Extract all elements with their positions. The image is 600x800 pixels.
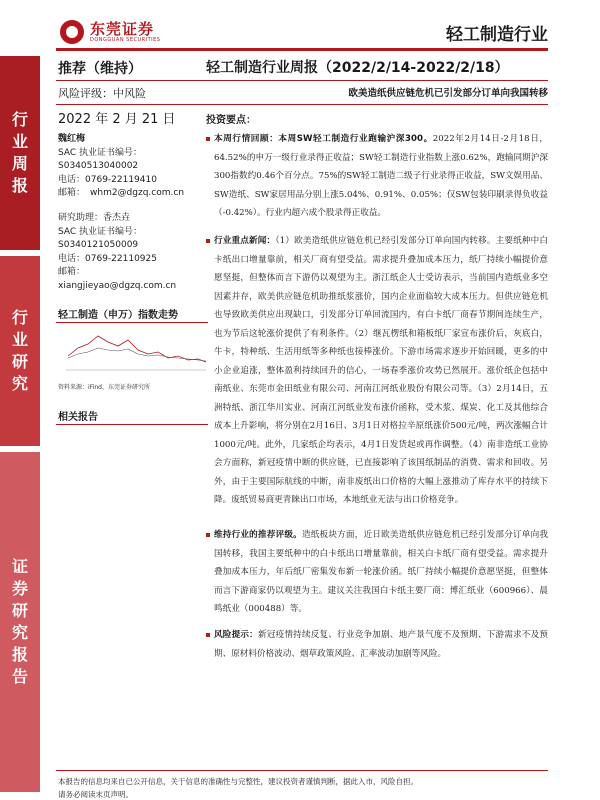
sideband-char: 报	[11, 645, 28, 664]
industry-header: 轻工制造行业	[446, 25, 548, 44]
chart-source: 资料来源：iFind，东莞证券研究所	[58, 384, 150, 391]
series-line-industry	[68, 336, 206, 362]
sideband-char: 告	[11, 667, 28, 686]
research-assistant-info	[58, 212, 208, 293]
sideband-char: 业	[11, 330, 28, 349]
assistant-name: 研究助理：香杰垚	[58, 213, 131, 223]
logo-icon	[60, 20, 84, 44]
bullet-risk-warning	[214, 626, 548, 663]
bullet-emphasis: 本周SW轻工制造行业跑输沪深300。	[278, 134, 433, 144]
bullet-heading: 行业重点新闻：	[214, 236, 276, 246]
footer-divider	[56, 770, 548, 771]
divider	[56, 424, 208, 425]
disclaimer-line: 本报告的信息均来自已公开信息，关于信息的准确性与完整性，建议投资者谨慎判断，据此入市，风险自担。	[58, 777, 418, 786]
divider	[206, 104, 548, 105]
bullet-body: 新冠疫情持续反复、行业竞争加剧、地产景气度不及预期、下游需求不及预期、原材料价格波动、烟草政策风险、汇率波动加剧等风险。	[214, 630, 548, 659]
email-label: 邮箱：	[58, 267, 86, 277]
sideband-char: 行	[11, 308, 28, 327]
divider	[56, 104, 208, 105]
cert-number: S0340513040002	[58, 161, 139, 171]
sideband-char: 研	[11, 601, 28, 620]
sideband-industry-research	[0, 256, 40, 446]
header-divider	[56, 48, 548, 51]
phone-label: 电话：	[58, 174, 86, 185]
bullet-body: （1）欧美造纸供应链危机已经引发部分订单向国内转移。主要纸种中白卡纸出口增量靠前，相关厂商有望受益。需求提升叠加成本压力，纸厂持续小幅提价意愿坚挺，但整体而言下游仍以观望为主。浙江纸企人士受访表示，当前国内造纸业多空因素并存，欧美供应链危机助推纸浆涨价，国内企业面临较大成本压力。但供应链危机也导致欧美供应出现缺口，引发部分订单回流国内，有白卡纸厂商春节期间连续生产，也为节后这轮涨价提供了有利条件。（2）继瓦楞纸和箱板纸厂家宣布涨价后，灰底白，牛卡，特种纸、生活用纸等多种纸也接棒涨价。下游市场需求逐步开始回暖，更多的中小企业追涨，整体盈利持续回升的信心，一场春季涨价攻势已然展开。涨价纸企包括中南纸业、东莞市金田纸业有限公司、河南江河纸业股份有限公司等。（3）2月14日，五洲特纸、浙江华川实业、河南江河纸业发布涨价函称，受木浆、煤炭、化工及其他综合成本上升影响，将分别在2月16日、3月1日对格拉辛原纸涨价500元/吨，两次涨幅合计1000元/吨。此外，几家纸企均表示，4月1日发货起或再作调整。（4）南非造纸工业协会方面称，新冠疫情中断的供应链，已直接影响了该国纸制品的消费、需求和回收。另外，由于主要国际航线的中断，南非废纸出口价格的大幅上涨推动了库存水平的持续下降。废纸贸易商更青睐出口市场，本地纸业无法与出口价格竞争。	[214, 236, 548, 505]
report-title: 轻工制造行业周报（2022/2/14-2022/2/18）	[206, 60, 509, 76]
investment-rating: 推荐（维持）	[58, 61, 142, 77]
sideband-char: 周	[11, 154, 28, 173]
bullet-heading: 本周行情回顾：	[214, 134, 279, 144]
phone-number: 0769-22119410	[85, 174, 157, 185]
sideband-char: 研	[11, 352, 28, 371]
bullet-heading: 风险提示：	[214, 630, 258, 640]
phone-label: 电话：	[58, 253, 86, 264]
disclaimer-line: 请务必阅读末页声明。	[58, 790, 133, 799]
sideband-char: 报	[11, 176, 28, 195]
phone-number: 0769-22110925	[85, 253, 157, 264]
divider	[206, 80, 548, 81]
bullet-recommendation	[214, 526, 548, 619]
sideband-char: 业	[11, 132, 28, 151]
bullet-market-review	[214, 130, 548, 223]
cert-label: SAC 执业证书编号：	[58, 226, 143, 237]
sideband-char: 行	[11, 110, 28, 129]
email-label: 邮箱：	[58, 188, 86, 198]
divider	[56, 322, 208, 323]
analyst-info	[58, 133, 208, 201]
index-chart-title: 轻工制造（申万）指数走势	[58, 310, 178, 321]
analyst-name: 魏红梅	[58, 134, 86, 144]
related-reports-title: 相关报告	[58, 412, 98, 423]
company-logo	[60, 20, 160, 44]
cert-label: SAC 执业证书编号：	[58, 147, 143, 158]
bullet-body: 造纸板块方面，近日欧美造纸供应链危机已经引发部分订单向我国转移，我国主要纸种中的白卡纸出口增量靠前，相关白卡纸厂商有望受益。需求提升叠加成本压力，年后纸厂密集发布新一轮涨价函。纸厂持续小幅提价意愿坚挺，但整体而言下游商家仍以观望为主。建议关注我国白卡纸主要厂商：博汇纸业（600966）、晨鸣纸业（000488）等。	[214, 530, 548, 614]
bullet-industry-news	[214, 232, 548, 510]
bullet-body: 2022年2月14日-2月18日，64.52%的申万一级行业录得正收益；SW轻工制造行业指数上涨0.62%，跑输同期沪深300指数约0.46个百分点。75%的SW轻工制造二级子行业录得正收益，SW文娱用品、SW造纸、SW家居用品分别上涨5.04%、0.91%、0.05%；仅SW包装印刷录得负收益（-0.42%）。行业内超六成个股录得正收益。	[214, 134, 548, 218]
sideband-weekly-report	[0, 56, 40, 250]
bullet-heading: 维持行业的推荐评级。	[214, 530, 302, 540]
sideband-char: 券	[11, 579, 28, 598]
risk-rating: 风险评级：中风险	[58, 87, 146, 100]
report-subtitle: 欧美造纸供应链危机已引发部分订单向我国转移	[348, 88, 548, 99]
sideband-char: 究	[11, 623, 28, 642]
email-address[interactable]: xiangjieyao@dgzq.com.cn	[58, 280, 177, 291]
index-trend-chart	[58, 326, 208, 376]
sideband-char: 证	[11, 557, 28, 576]
sideband-char: 究	[11, 374, 28, 393]
cert-number: S0340121050009	[58, 240, 139, 250]
disclaimer	[58, 775, 548, 800]
key-points-title: 投资要点：	[206, 115, 256, 126]
logo-english-name: DONGGUAN SECURITIES	[90, 37, 161, 43]
logo-chinese-name: 东莞证券	[90, 20, 155, 38]
email-address[interactable]: whm2@dgzq.com.cn	[90, 188, 185, 198]
sideband-securities-report	[0, 452, 40, 792]
divider	[56, 80, 208, 81]
report-date: 2022 年 2 月 21 日	[58, 112, 176, 127]
